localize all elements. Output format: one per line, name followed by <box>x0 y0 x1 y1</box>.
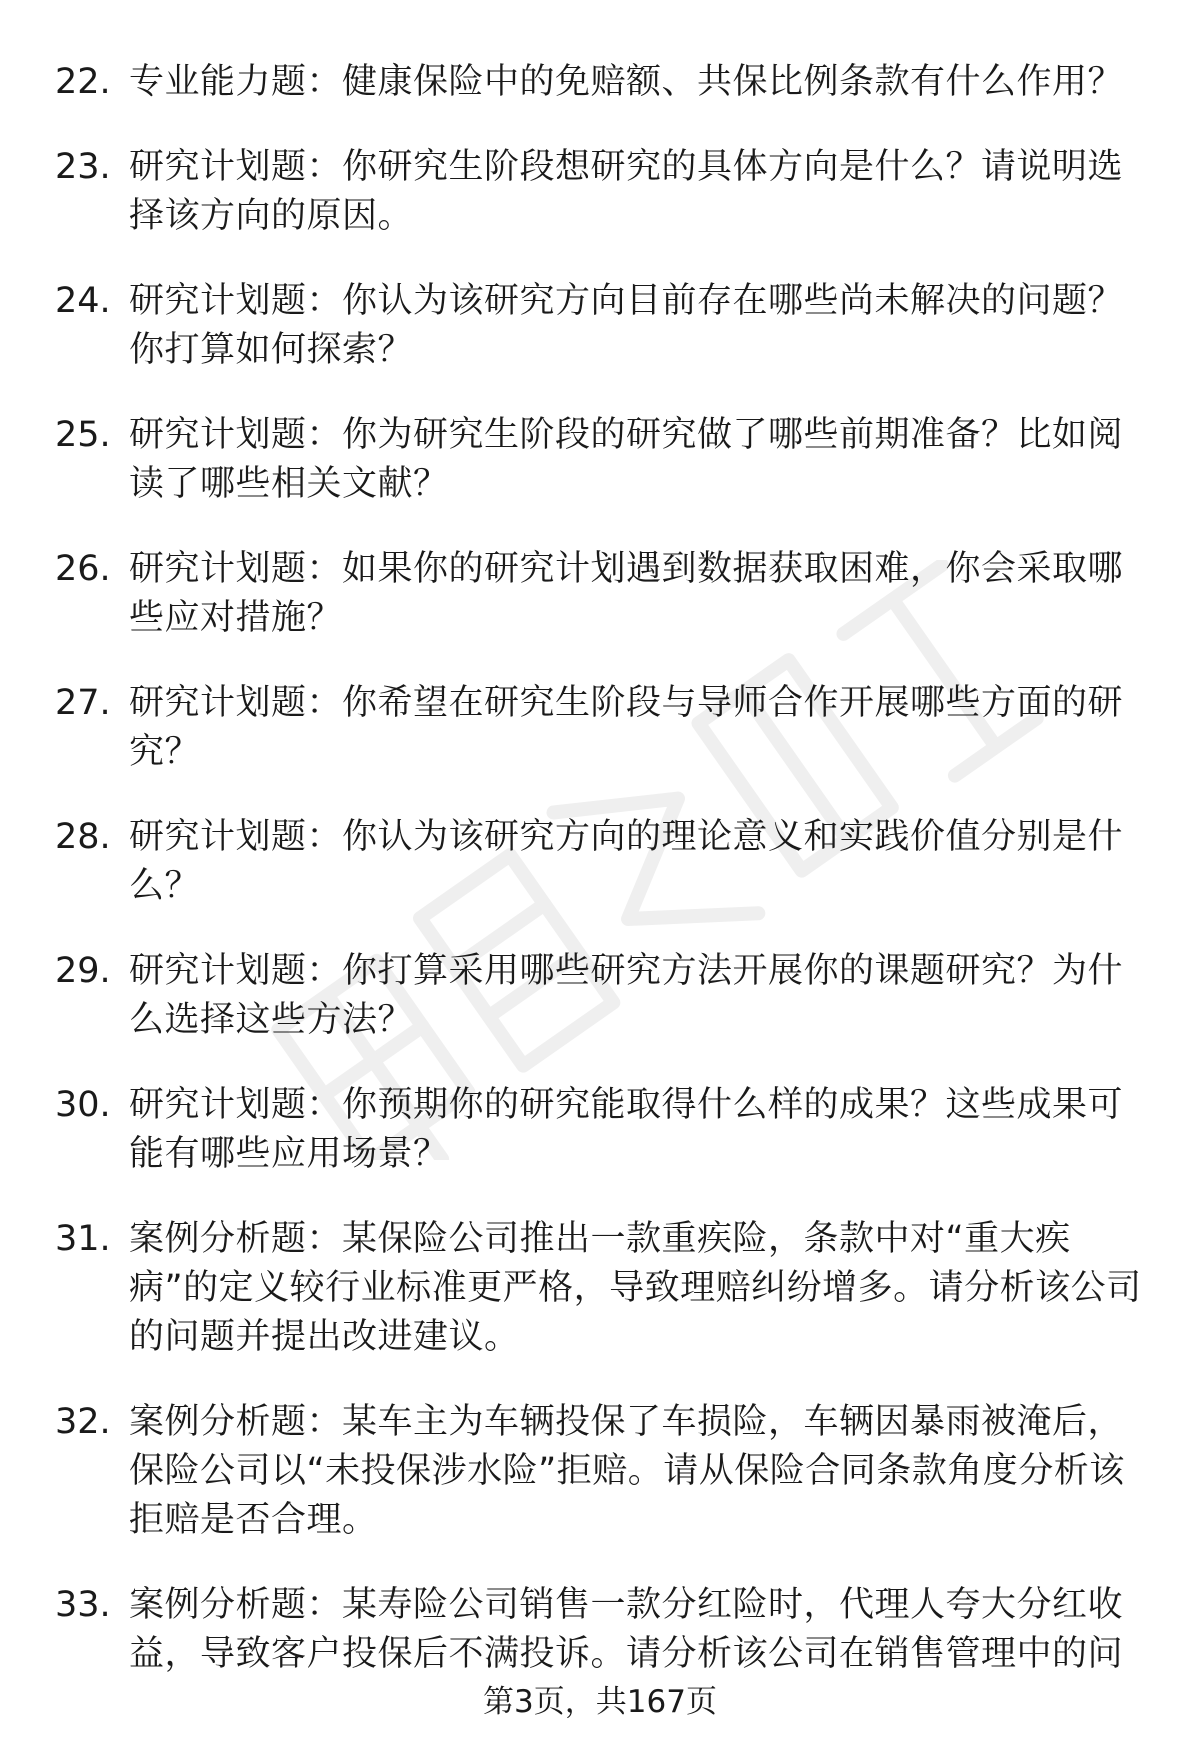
question-number: 33. <box>55 1585 111 1625</box>
question-text: 研究计划题：你打算采用哪些研究方法开展你的课题研究？为什么选择这些方法？ <box>129 951 1124 1040</box>
question-text: 案例分析题：某保险公司推出一款重疾险，条款中对“重大疾病”的定义较行业标准更严格，导致理赔纠纷增多。请分析该公司的问题并提出改进建议。 <box>129 1219 1142 1357</box>
question-number: 26. <box>55 549 111 589</box>
question-text: 研究计划题：你预期你的研究能取得什么样的成果？这些成果可能有哪些应用场景？ <box>129 1085 1124 1174</box>
question-item-29 <box>55 947 1145 1045</box>
page-number-footer: 第3页，共167页 <box>483 1684 717 1720</box>
question-text: 案例分析题：某寿险公司销售一款分红险时，代理人夸大分红收益，导致客户投保后不满投诉。请分析该公司在销售管理中的问 <box>129 1585 1124 1674</box>
question-number: 27. <box>55 683 111 723</box>
question-number: 24. <box>55 281 111 321</box>
question-item-23 <box>55 143 1145 241</box>
question-number: 31. <box>55 1219 111 1259</box>
question-text: 研究计划题：你为研究生阶段的研究做了哪些前期准备？比如阅读了哪些相关文献？ <box>129 415 1124 504</box>
question-number: 25. <box>55 415 111 455</box>
question-item-28 <box>55 813 1145 911</box>
question-item-32 <box>55 1398 1145 1545</box>
question-number: 32. <box>55 1402 111 1442</box>
question-item-33 <box>55 1581 1145 1679</box>
question-item-24 <box>55 277 1145 375</box>
question-number: 23. <box>55 147 111 187</box>
question-item-22 <box>55 58 1145 107</box>
question-text: 研究计划题：你认为该研究方向的理论意义和实践价值分别是什么？ <box>129 817 1124 906</box>
question-item-26 <box>55 545 1145 643</box>
question-number: 28. <box>55 817 111 857</box>
question-list <box>55 58 1145 1715</box>
question-number: 29. <box>55 951 111 991</box>
question-item-27 <box>55 679 1145 777</box>
question-text: 案例分析题：某车主为车辆投保了车损险，车辆因暴雨被淹后，保险公司以“未投保涉水险”拒赔。请从保险合同条款角度分析该拒赔是否合理。 <box>129 1402 1125 1540</box>
question-text: 专业能力题：健康保险中的免赔额、共保比例条款有什么作用？ <box>129 62 1124 102</box>
question-text: 研究计划题：你希望在研究生阶段与导师合作开展哪些方面的研究？ <box>129 683 1124 772</box>
question-text: 研究计划题：你研究生阶段想研究的具体方向是什么？请说明选择该方向的原因。 <box>129 147 1124 236</box>
question-item-30 <box>55 1081 1145 1179</box>
question-text: 研究计划题：如果你的研究计划遇到数据获取困难，你会采取哪些应对措施？ <box>129 549 1124 638</box>
question-item-31 <box>55 1215 1145 1362</box>
question-text: 研究计划题：你认为该研究方向目前存在哪些尚未解决的问题？你打算如何探索？ <box>129 281 1124 370</box>
question-item-25 <box>55 411 1145 509</box>
question-number: 30. <box>55 1085 111 1125</box>
question-number: 22. <box>55 62 111 102</box>
